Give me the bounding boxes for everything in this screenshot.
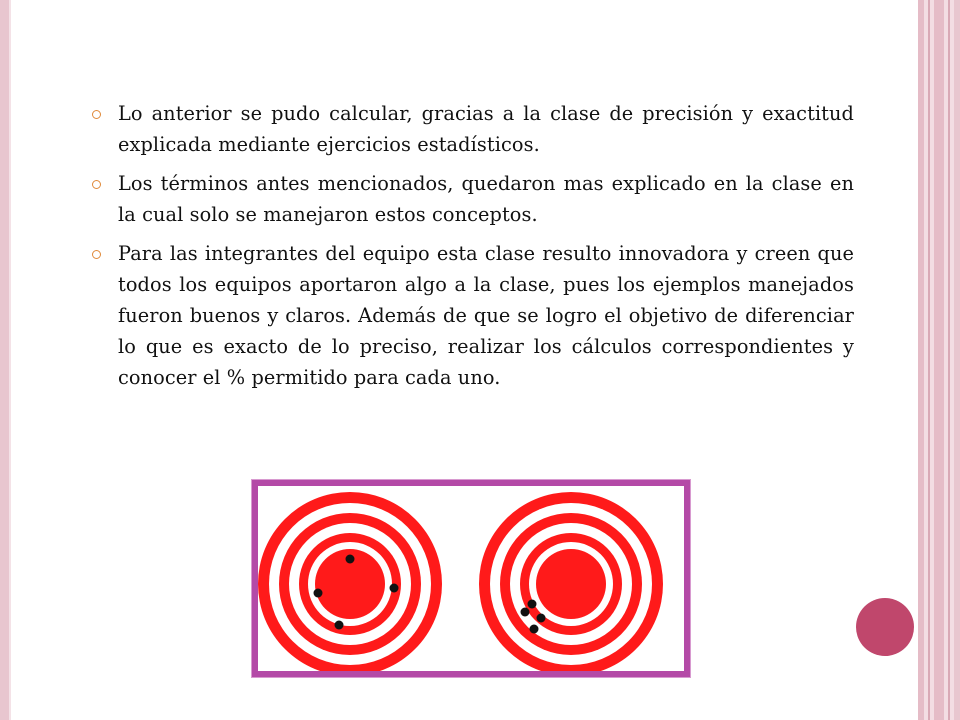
target-left (258, 492, 442, 671)
right-frame-stripe (948, 0, 950, 720)
bullet-item (92, 98, 854, 160)
targets-svg (258, 486, 684, 671)
bullet-marker-icon (92, 110, 101, 119)
bullet-item (92, 238, 854, 393)
target-hit-dot (521, 608, 530, 617)
right-frame-stripe (918, 0, 924, 720)
target-hit-dot (528, 600, 537, 609)
right-frame-stripe (954, 0, 960, 720)
target-hit-dot (335, 621, 344, 630)
right-frame-stripe (928, 0, 930, 720)
bullet-text: Para las integrantes del equipo esta clase resulto innovadora y creen que todos los equipos aportaron algo a la clase, pues los ejemplos manejados fueron buenos y claros. Además de que se logro el objetivo de diferenciar lo que es exacto de lo preciso, realizar los cálculos correspondientes y conocer el % permitido para cada uno. (118, 242, 854, 389)
targets-illustration (252, 480, 690, 677)
bullet-text: Los términos antes mencionados, quedaron mas explicado en la clase en la cual solo se manejaron estos conceptos. (118, 172, 854, 226)
target-hit-dot (346, 555, 355, 564)
left-frame-border (0, 0, 11, 720)
target-hit-dot (530, 625, 539, 634)
right-frame-border (918, 0, 960, 720)
bullet-list (92, 98, 854, 401)
bullet-marker-icon (92, 180, 101, 189)
target-hit-dot (390, 584, 399, 593)
bullet-marker-icon (92, 250, 101, 259)
bullet-item (92, 168, 854, 230)
target-hit-dot (314, 589, 323, 598)
decorative-circle (856, 598, 914, 656)
target-hit-dot (537, 614, 546, 623)
target-right (479, 492, 663, 671)
target-bullseye (536, 549, 606, 619)
right-frame-stripe (934, 0, 944, 720)
bullet-text: Lo anterior se pudo calcular, gracias a la clase de precisión y exactitud explicada mediante ejercicios estadísticos. (118, 102, 854, 156)
